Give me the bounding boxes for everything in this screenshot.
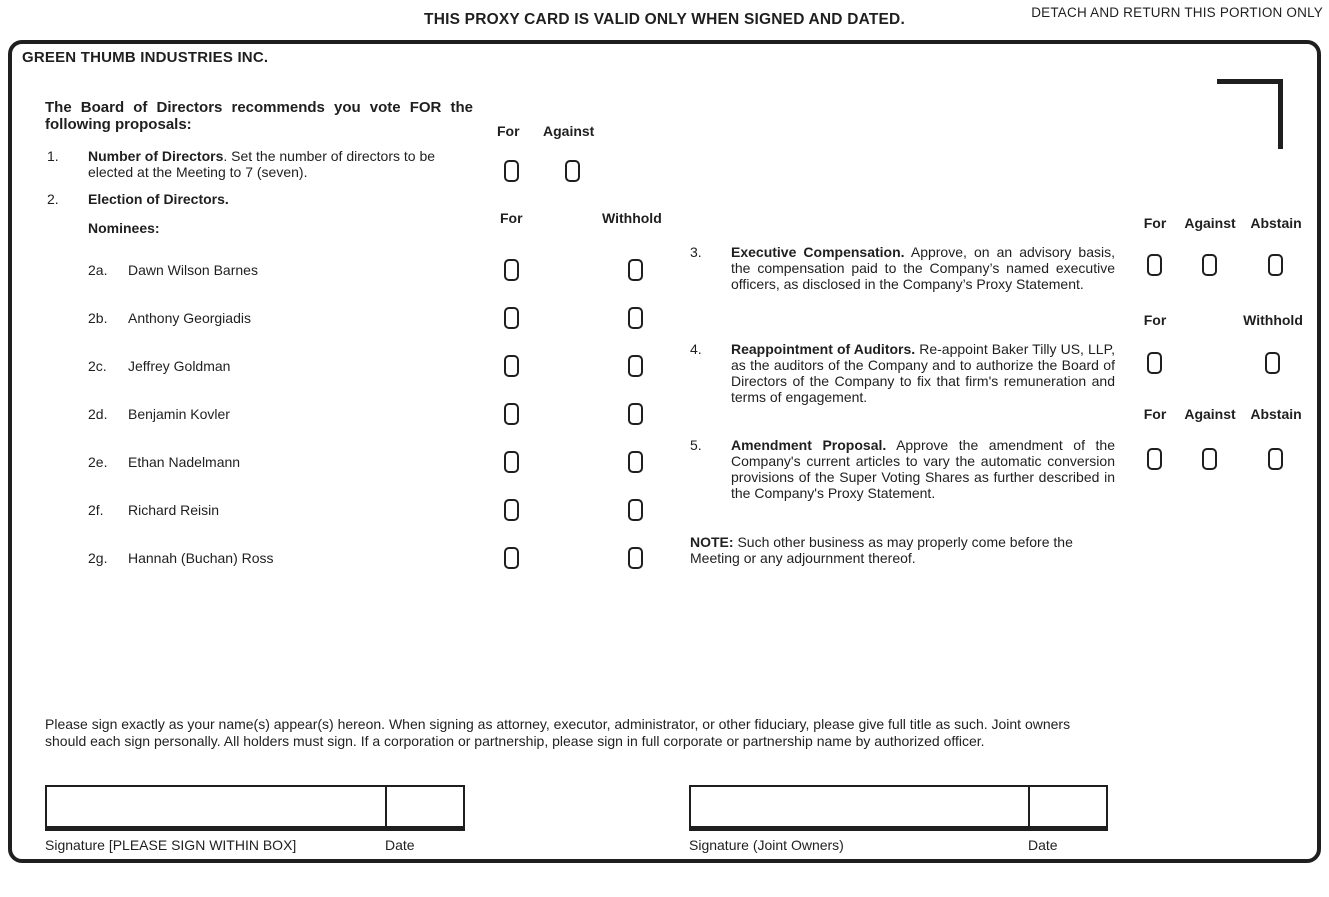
signature-date-divider <box>385 787 387 826</box>
nominee-id: 2g. <box>88 550 108 566</box>
nominee-id: 2b. <box>88 310 108 326</box>
checkbox-2f-for[interactable] <box>504 499 519 521</box>
nominees-col-for: For <box>500 210 523 226</box>
detach-notice: DETACH AND RETURN THIS PORTION ONLY <box>1031 5 1323 20</box>
p3-col-for: For <box>1143 215 1167 231</box>
checkbox-p4-for[interactable] <box>1147 352 1162 374</box>
proposal-5-title: Amendment Proposal. <box>731 437 887 453</box>
corner-registration-mark <box>1278 79 1283 149</box>
nominee-id: 2a. <box>88 262 108 278</box>
checkbox-p3-for[interactable] <box>1147 254 1162 276</box>
nominee-row <box>12 403 672 427</box>
proposal-4-title: Reappointment of Auditors. <box>731 341 916 357</box>
signature-group-joint <box>689 785 1108 897</box>
signature-group-primary <box>45 785 465 897</box>
nominee-name: Jeffrey Goldman <box>128 358 231 374</box>
p5-col-for: For <box>1143 406 1167 422</box>
company-name: GREEN THUMB INDUSTRIES INC. <box>22 49 269 66</box>
proposal-5-text <box>731 437 1115 501</box>
signature-instructions: Please sign exactly as your name(s) appear(s) hereon. When signing as attorney, executor, administrator, or other fiduciary, please give full title as such. Joint owners should each sign personally. All holders must sign. If a corporation or partnership, please sign in full corporate or partnership name by authorized officer. <box>45 716 1071 749</box>
proposal-1-number: 1. <box>47 148 59 164</box>
nominee-name: Benjamin Kovler <box>128 406 230 422</box>
proposal-1-text <box>88 148 476 180</box>
proposal-3-number: 3. <box>690 244 702 260</box>
corner-registration-mark <box>1217 79 1283 84</box>
nominee-name: Ethan Nadelmann <box>128 454 241 470</box>
p4-col-for: For <box>1143 312 1167 328</box>
proposal-2-title: Election of Directors. <box>88 191 229 207</box>
checkbox-2e-for[interactable] <box>504 451 519 473</box>
nominee-id: 2f. <box>88 502 104 518</box>
checkbox-2g-withhold[interactable] <box>628 547 643 569</box>
p5-col-abstain: Abstain <box>1250 406 1302 422</box>
checkbox-2b-for[interactable] <box>504 307 519 329</box>
checkbox-2a-withhold[interactable] <box>628 259 643 281</box>
proposal-3-text <box>731 244 1115 292</box>
date-label-joint: Date <box>1028 837 1058 853</box>
proposal-3-title: Executive Compensation. <box>731 244 905 260</box>
date-label-primary: Date <box>385 837 415 853</box>
checkbox-p3-abstain[interactable] <box>1268 254 1283 276</box>
board-recommendation: The Board of Directors recommends you vote FOR the following proposals: <box>45 99 473 133</box>
checkbox-2e-withhold[interactable] <box>628 451 643 473</box>
nominee-id: 2c. <box>88 358 107 374</box>
checkbox-2d-withhold[interactable] <box>628 403 643 425</box>
p5-col-against: Against <box>1184 406 1236 422</box>
proxy-validity-notice: THIS PROXY CARD IS VALID ONLY WHEN SIGNED AND DATED. <box>424 11 905 28</box>
checkbox-p1-for[interactable] <box>504 160 519 182</box>
checkbox-p5-for[interactable] <box>1147 448 1162 470</box>
signature-date-divider <box>1028 787 1030 826</box>
nominee-name: Hannah (Buchan) Ross <box>128 550 274 566</box>
nominee-row <box>12 355 672 379</box>
proposal-5-number: 5. <box>690 437 702 453</box>
signature-box-joint[interactable] <box>689 785 1108 831</box>
checkbox-2g-for[interactable] <box>504 547 519 569</box>
nominee-row <box>12 499 672 523</box>
proposal-5-body: Approve the amendment of the Company's current articles to vary the automatic conversion provisions of the Super Voting Shares as further described in the Company's Proxy Statement. <box>731 437 1115 501</box>
nominee-id: 2e. <box>88 454 108 470</box>
proposal-4-number: 4. <box>690 341 702 357</box>
signature-label-joint: Signature (Joint Owners) <box>689 837 844 853</box>
checkbox-2c-for[interactable] <box>504 355 519 377</box>
p3-col-abstain: Abstain <box>1250 215 1302 231</box>
nominee-row <box>12 307 672 331</box>
nominee-id: 2d. <box>88 406 108 422</box>
nominee-name: Dawn Wilson Barnes <box>128 262 258 278</box>
nominees-col-withhold: Withhold <box>602 210 662 226</box>
note-text: Such other business as may properly come before the Meeting or any adjournment thereof. <box>690 534 1073 566</box>
checkbox-2a-for[interactable] <box>504 259 519 281</box>
note-label: NOTE: <box>690 534 734 550</box>
checkbox-p5-abstain[interactable] <box>1268 448 1283 470</box>
p3-col-against: Against <box>1184 215 1236 231</box>
nominee-row <box>12 451 672 475</box>
proposal-3-body: Approve, on an advisory basis, the compensation paid to the Company’s named executive officers, as disclosed in the Company’s Proxy Statement. <box>731 244 1115 292</box>
signature-label-primary: Signature [PLEASE SIGN WITHIN BOX] <box>45 837 297 853</box>
nominee-row <box>12 547 672 571</box>
checkbox-2c-withhold[interactable] <box>628 355 643 377</box>
p1-col-for: For <box>497 123 520 139</box>
nominee-name: Anthony Georgiadis <box>128 310 251 326</box>
proposal-4-text <box>731 341 1115 405</box>
signature-box-primary[interactable] <box>45 785 465 831</box>
checkbox-p1-against[interactable] <box>565 160 580 182</box>
checkbox-p4-withhold[interactable] <box>1265 352 1280 374</box>
p1-col-against: Against <box>543 123 595 139</box>
proposal-1-title: Number of Directors <box>88 148 224 164</box>
checkbox-p3-against[interactable] <box>1202 254 1217 276</box>
proxy-card <box>8 40 1321 863</box>
proposal-2-number: 2. <box>47 191 59 207</box>
checkbox-2b-withhold[interactable] <box>628 307 643 329</box>
nominee-name: Richard Reisin <box>128 502 220 518</box>
checkbox-2d-for[interactable] <box>504 403 519 425</box>
p4-col-withhold: Withhold <box>1243 312 1303 328</box>
note <box>690 534 1118 566</box>
checkbox-p5-against[interactable] <box>1202 448 1217 470</box>
nominees-label: Nominees: <box>88 220 160 236</box>
proposal-1-body: . Set the number of directors to be elected at the Meeting to 7 (seven). <box>88 148 436 180</box>
checkbox-2f-withhold[interactable] <box>628 499 643 521</box>
proposal-4-body: Re-appoint Baker Tilly US, LLP, as the auditors of the Company and to authorize the Board of Directors of the Company to fix that firm's remuneration and terms of engagement. <box>731 341 1115 405</box>
nominee-row <box>12 259 672 283</box>
